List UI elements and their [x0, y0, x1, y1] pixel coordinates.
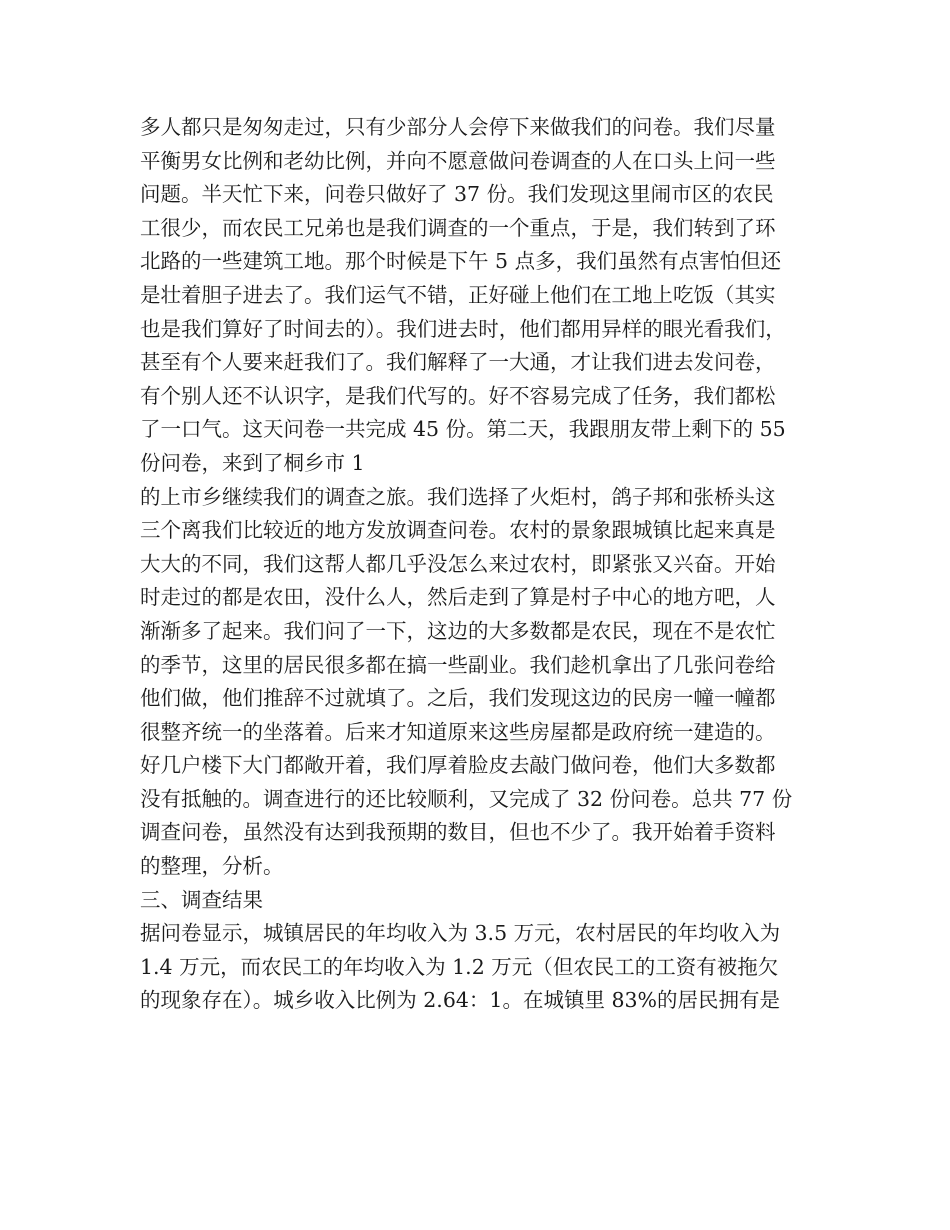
- text-line-25: 据问卷显示，城镇居民的年均收入为 3.5 万元，农村居民的年均收入为: [140, 921, 781, 946]
- text-line-8: 甚至有个人要来赶我们了。我们解释了一大通，才让我们进去发问卷，: [140, 350, 776, 375]
- text-line-21: 没有抵触的。调查进行的还比较顺利，又完成了 32 份问卷。总共 77 份: [140, 786, 793, 811]
- text-line-20: 好几户楼下大门都敞开着，我们厚着脸皮去敲门做问卷，他们大多数都: [140, 753, 776, 778]
- text-line-23: 的整理，分析。: [140, 854, 284, 879]
- text-line-6: 是壮着胆子进去了。我们运气不错，正好碰上他们在工地上吃饭（其实: [140, 282, 776, 307]
- text-line-11: 份问卷，来到了桐乡市 1: [140, 450, 365, 475]
- text-line-13: 三个离我们比较近的地方发放调查问卷。农村的景象跟城镇比起来真是: [140, 518, 776, 543]
- text-line-9: 有个别人还不认识字，是我们代写的。好不容易完成了任务，我们都松: [140, 383, 776, 408]
- text-line-7: 也是我们算好了时间去的）。我们进去时，他们都用异样的眼光看我们，: [140, 316, 786, 341]
- text-line-18: 他们做，他们推辞不过就填了。之后，我们发现这边的民房一幢一幢都: [140, 686, 776, 711]
- text-line-19: 很整齐统一的坐落着。后来才知道原来这些房屋都是政府统一建造的。: [140, 719, 776, 744]
- text-line-10: 了一口气。这天问卷一共完成 45 份。第二天，我跟朋友带上剩下的 55: [140, 417, 786, 442]
- text-line-4: 工很少，而农民工兄弟也是我们调查的一个重点，于是，我们转到了环: [140, 215, 776, 240]
- text-line-17: 的季节，这里的居民很多都在搞一些副业。我们趁机拿出了几张问卷给: [140, 652, 776, 677]
- body-text: [140, 111, 830, 1018]
- text-line-2: 平衡男女比例和老幼比例，并向不愿意做问卷调查的人在口头上问一些: [140, 148, 776, 173]
- text-line-15: 时走过的都是农田，没什么人，然后走到了算是村子中心的地方吧，人: [140, 585, 776, 610]
- text-line-27: 的现象存在）。城乡收入比例为 2.64：1。在城镇里 83%的居民拥有是: [140, 988, 781, 1013]
- text-line-12: 的上市乡继续我们的调查之旅。我们选择了火炬村，鸽子邦和张桥头这: [140, 484, 776, 509]
- text-line-5: 北路的一些建筑工地。那个时候是下午 5 点多，我们虽然有点害怕但还: [140, 249, 782, 274]
- text-line-1: 多人都只是匆匆走过，只有少部分人会停下来做我们的问卷。我们尽量: [140, 115, 776, 139]
- text-line-22: 调查问卷，虽然没有达到我预期的数目，但也不少了。我开始着手资料: [140, 820, 776, 845]
- text-line-26: 1.4 万元，而农民工的年均收入为 1.2 万元（但农民工的工资有被拖欠: [140, 954, 779, 979]
- text-line-3: 问题。半天忙下来，问卷只做好了 37 份。我们发现这里闹市区的农民: [140, 182, 774, 207]
- text-line-14: 大大的不同，我们这帮人都几乎没怎么来过农村，即紧张又兴奋。开始: [140, 551, 776, 576]
- section-heading: 三、调查结果: [140, 887, 263, 912]
- text-line-16: 渐渐多了起来。我们问了一下，这边的大多数都是农民，现在不是农忙: [140, 618, 776, 643]
